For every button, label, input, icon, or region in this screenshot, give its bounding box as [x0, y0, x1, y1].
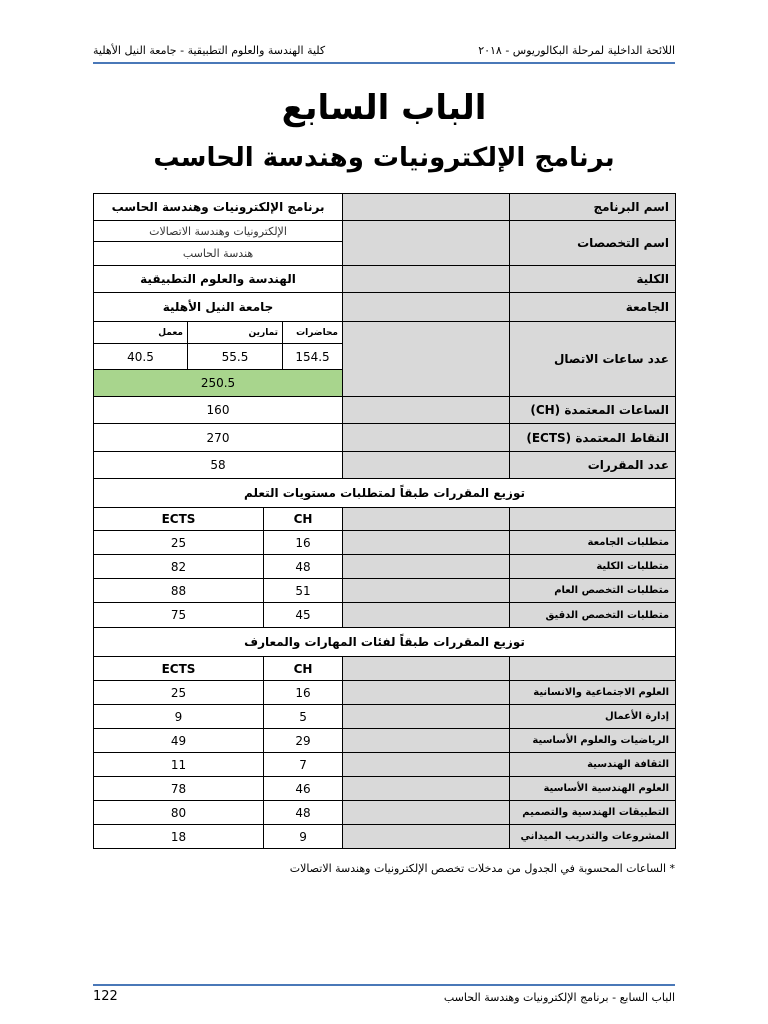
categories-ch-header: CH	[264, 657, 343, 681]
credit-hours-row	[94, 397, 676, 424]
faculty-value: الهندسة والعلوم التطبيقية	[94, 266, 343, 293]
lab-header: معمل	[94, 322, 188, 344]
table-row	[94, 531, 676, 555]
ch-cell: 9	[264, 825, 343, 849]
table-row	[94, 555, 676, 579]
categories-section-header	[94, 628, 676, 657]
row-label: العلوم الهندسية الأساسية	[510, 777, 676, 801]
lab-value: 40.5	[94, 344, 188, 370]
ects-cell: 18	[94, 825, 264, 849]
university-label: الجامعة	[510, 293, 676, 322]
ects-cell: 9	[94, 705, 264, 729]
ch-cell: 29	[264, 729, 343, 753]
ch-cell: 46	[264, 777, 343, 801]
table-row	[94, 825, 676, 849]
levels-section-header	[94, 479, 676, 508]
specialization-2: هندسة الحاسب	[94, 242, 343, 266]
ects-cell: 80	[94, 801, 264, 825]
row-label: الثقافة الهندسية	[510, 753, 676, 777]
page-footer	[93, 984, 675, 1004]
ch-cell: 48	[264, 801, 343, 825]
table-row	[94, 729, 676, 753]
row-label: متطلبات الجامعة	[510, 531, 676, 555]
table-row	[94, 705, 676, 729]
table-row	[94, 801, 676, 825]
ch-cell: 16	[264, 531, 343, 555]
table-row	[94, 777, 676, 801]
categories-column-headers	[94, 657, 676, 681]
ects-value: 270	[94, 424, 343, 452]
contact-headers-row	[94, 322, 676, 344]
ects-cell: 25	[94, 531, 264, 555]
levels-title: توزيع المقررات طبقاً لمتطلبات مستويات التعلم	[94, 479, 676, 508]
table-row	[94, 681, 676, 705]
row-label: المشروعات والتدريب الميداني	[510, 825, 676, 849]
specializations-label: اسم التخصصات	[510, 221, 676, 266]
exercises-header: تمارين	[188, 322, 283, 344]
courses-value: 58	[94, 452, 343, 479]
lectures-value: 154.5	[283, 344, 343, 370]
program-row	[94, 194, 676, 221]
courses-label: عدد المقررات	[510, 452, 676, 479]
ects-cell: 82	[94, 555, 264, 579]
categories-ects-header: ECTS	[94, 657, 264, 681]
contact-hours-label: عدد ساعات الاتصال	[510, 322, 676, 397]
chapter-title: الباب السابع	[281, 88, 487, 128]
exercises-value: 55.5	[188, 344, 283, 370]
contact-total: 250.5	[94, 370, 343, 397]
credit-hours-label: الساعات المعتمدة (CH)	[510, 397, 676, 424]
levels-column-headers	[94, 508, 676, 531]
ch-cell: 51	[264, 579, 343, 603]
table-row	[94, 579, 676, 603]
ects-cell: 75	[94, 603, 264, 628]
ch-cell: 5	[264, 705, 343, 729]
ch-cell: 16	[264, 681, 343, 705]
page-header	[93, 40, 675, 64]
lectures-header: محاضرات	[283, 322, 343, 344]
university-value: جامعة النيل الأهلية	[94, 293, 343, 322]
faculty-label: الكلية	[510, 266, 676, 293]
levels-ects-header: ECTS	[94, 508, 264, 531]
header-document-title: اللائحة الداخلية لمرحلة البكالوريوس - ٢٠١٨	[478, 44, 675, 57]
row-label: متطلبات التخصص العام	[510, 579, 676, 603]
row-label: الرياضيات والعلوم الأساسية	[510, 729, 676, 753]
row-label: متطلبات التخصص الدقيق	[510, 603, 676, 628]
ects-row	[94, 424, 676, 452]
footer-chapter-title: الباب السابع - برنامج الإلكترونيات وهندسة الحاسب	[443, 991, 675, 1004]
credit-hours-value: 160	[94, 397, 343, 424]
courses-row	[94, 452, 676, 479]
program-label: اسم البرنامج	[510, 194, 676, 221]
ects-label: النقاط المعتمدة (ECTS)	[510, 424, 676, 452]
ects-cell: 25	[94, 681, 264, 705]
row-label: متطلبات الكلية	[510, 555, 676, 579]
ects-cell: 49	[94, 729, 264, 753]
ects-cell: 78	[94, 777, 264, 801]
header-institution: كلية الهندسة والعلوم التطبيقية - جامعة النيل الأهلية	[93, 44, 326, 57]
ects-cell: 88	[94, 579, 264, 603]
program-table	[93, 193, 676, 849]
faculty-row	[94, 266, 676, 293]
categories-title: توزيع المقررات طبقاً لفئات المهارات والمعارف	[94, 628, 676, 657]
table-row	[94, 753, 676, 777]
university-row	[94, 293, 676, 322]
ch-cell: 48	[264, 555, 343, 579]
specializations-row	[94, 221, 676, 242]
row-label: إدارة الأعمال	[510, 705, 676, 729]
specialization-1: الإلكترونيات وهندسة الاتصالات	[94, 221, 343, 242]
ch-cell: 7	[264, 753, 343, 777]
program-title: برنامج الإلكترونيات وهندسة الحاسب	[153, 143, 615, 173]
program-value: برنامج الإلكترونيات وهندسة الحاسب	[94, 194, 343, 221]
row-label: التطبيقات الهندسية والتصميم	[510, 801, 676, 825]
ch-cell: 45	[264, 603, 343, 628]
page-number: 122	[93, 989, 118, 1004]
footnote: * الساعات المحسوبة في الجدول من مدخلات تخصص الإلكترونيات وهندسة الاتصالات	[289, 862, 675, 875]
table-row	[94, 603, 676, 628]
levels-ch-header: CH	[264, 508, 343, 531]
ects-cell: 11	[94, 753, 264, 777]
row-label: العلوم الاجتماعية والانسانية	[510, 681, 676, 705]
